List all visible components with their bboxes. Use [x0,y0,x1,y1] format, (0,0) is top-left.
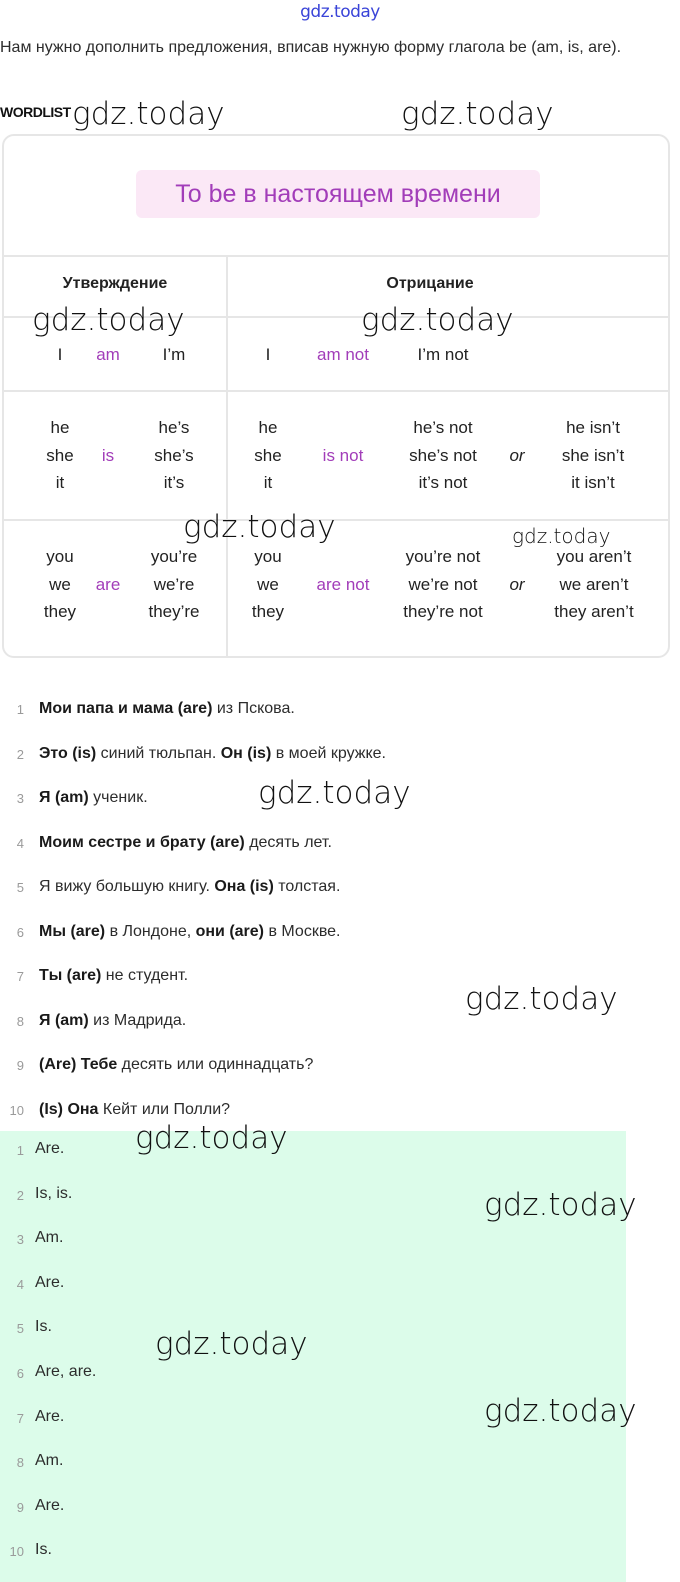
exercise-item-text [39,743,386,765]
answer-item-text: Are, are. [35,1362,97,1380]
highlighted-phrase: Это (is) [39,744,97,762]
answer-item-number: 6 [16,1365,24,1381]
answer-item [0,1488,626,1533]
answer-item-number: 3 [16,1232,24,1248]
answer-item-text: Are. [35,1496,65,1514]
answer-item-text: Is. [35,1318,52,1336]
exercise-item-text [39,1099,230,1121]
answer-item-number: 10 [9,1544,24,1560]
exercise-item-text [39,921,340,943]
sentence-fragment: десять или одиннадцать? [117,1056,314,1073]
neg-short-cell: I’m not [417,345,469,364]
exercise-item [0,832,680,877]
aff-pronoun-cell: he she it [46,418,74,492]
sentence-fragment: в Лондоне, [105,922,196,940]
sentence-fragment: Я вижу большую книгу. [39,878,215,895]
neg-pronoun-cell: you we they [251,547,285,621]
exercise-item-text [39,1010,186,1032]
sentence-fragment: синий тюльпан. [96,744,221,762]
answer-item-number: 5 [16,1321,24,1337]
answer-item-number: 8 [16,1455,24,1471]
sentence-fragment: ученик. [88,789,148,806]
answer-item-number: 1 [16,1143,24,1158]
answer-item [0,1532,626,1577]
aff-pronoun-cell: I [57,345,63,364]
exercise-item-text [39,1054,313,1076]
table-divider [4,390,668,392]
highlighted-phrase: Мы (are) [39,922,106,940]
answer-item [0,1309,626,1354]
answer-item-number: 4 [16,1276,24,1292]
highlighted-phrase: Мои папа и мама (are) [39,700,213,717]
sentence-fragment: из Мадрида. [88,1011,187,1029]
sentence-fragment: из Пскова. [212,700,295,717]
site-logo-mark: gdz.today [300,2,380,22]
watermark: gdz.today [32,302,185,338]
watermark: gdz.today [155,1326,308,1362]
watermark: gdz.today [465,981,618,1017]
watermark: gdz.today [135,1120,288,1156]
watermark: gdz.today [258,775,411,811]
exercise-item [0,698,680,743]
table-divider [4,519,668,521]
watermark: gdz.today [484,1187,637,1223]
watermark: gdz.today [512,524,611,548]
highlighted-phrase: Я (am) [39,789,89,806]
watermark: gdz.today [183,509,336,545]
sentence-fragment: в моей кружке. [271,744,386,762]
exercise-item-text [39,876,340,898]
answer-item-text: Is, is. [35,1184,73,1202]
answer-item-number: 2 [16,1187,24,1203]
aff-verb-cell: are [95,575,121,594]
exercise-item-number: 10 [9,1102,24,1118]
exercise-item-text [39,832,332,854]
answer-item-text: Are. [35,1407,65,1425]
grammar-table [2,134,670,658]
neg-verb-cell: are not [316,575,370,594]
watermark: gdz.today [401,96,554,132]
exercise-list [0,698,680,1143]
aff-short-cell: he’s she’s it’s [154,418,194,492]
neg-verb-cell: is not [322,446,364,465]
answer-item-text: Are. [35,1140,65,1157]
sentence-fragment: Кейт или Полли? [98,1100,231,1118]
highlighted-phrase: Он (is) [220,744,272,762]
exercise-item-number: 3 [16,791,24,806]
exercise-item-text [39,787,148,809]
answer-item [0,1443,626,1488]
highlighted-phrase: (Is) Она [39,1100,99,1118]
wordlist-label: WORDLIST [0,104,71,120]
aff-short-cell: I’m [162,345,186,364]
answer-item-text: Is. [35,1541,52,1559]
exercise-item [0,921,680,966]
answer-item-number: 9 [16,1499,24,1515]
exercise-item-number: 6 [16,924,24,940]
aff-pronoun-cell: you we they [43,547,77,621]
highlighted-phrase: Я (am) [39,1011,89,1029]
neg-short-cell: he’s not she’s not it’s not [409,418,477,492]
exercise-item-number: 5 [16,880,24,895]
sentence-fragment: десять лет. [244,833,332,851]
exercise-item-text [39,965,188,987]
neg-pronoun-cell: I [265,345,271,364]
answer-item [0,1265,626,1310]
neg-pronoun-cell: he she it [254,418,282,492]
aff-verb-cell: is [101,446,115,465]
exercise-item-number: 8 [16,1013,24,1029]
neg-verb-cell: am not [317,345,369,364]
answer-item-text: Are. [35,1273,65,1291]
neg-short-cell: you’re not we’re not they’re not [403,547,483,621]
watermark: gdz.today [361,302,514,338]
aff-verb-cell: am [96,345,120,364]
highlighted-phrase: они (are) [195,922,265,940]
exercise-item-number: 7 [16,969,24,984]
watermark: gdz.today [484,1393,637,1429]
table-column-divider [226,257,228,656]
answer-item [0,1220,626,1265]
exercise-item [0,876,680,921]
highlighted-phrase: (Are) Тебе [39,1056,118,1073]
or-word: or [509,575,525,594]
exercise-item-text [39,698,295,720]
answer-item [0,1131,626,1176]
exercise-item-number: 4 [16,835,24,851]
answer-item [0,1354,626,1399]
sentence-fragment: толстая. [273,878,341,895]
watermark: gdz.today [72,96,225,132]
exercise-item-number: 2 [16,746,24,762]
table-title: To be в настоящем времени [136,170,540,218]
answer-item-number: 7 [16,1410,24,1426]
neg-alt-cell: he isn’t she isn’t it isn’t [561,418,625,492]
highlighted-phrase: Она (is) [214,878,274,895]
highlighted-phrase: Моим сестре и брату (are) [39,833,245,851]
answer-item-text: Am. [35,1452,64,1470]
aff-short-cell: you’re we’re they’re [148,547,200,621]
affirmative-header: Утверждение [62,275,168,292]
or-word: or [509,446,525,465]
table-divider [4,255,668,257]
sentence-fragment: в Москве. [264,922,341,940]
negative-header: Отрицание [386,275,474,292]
sentence-fragment: не студент. [101,967,189,984]
neg-alt-cell: you aren’t we aren’t they aren’t [554,547,634,621]
exercise-item-number: 1 [16,702,24,717]
answer-item-text: Am. [35,1229,64,1247]
highlighted-phrase: Ты (are) [39,967,102,984]
exercise-item-number: 9 [16,1058,24,1073]
task-instructions: Нам нужно дополнить предложения, вписав нужную форму глагола be (am, is, are). [0,39,622,56]
exercise-item [0,1054,680,1099]
